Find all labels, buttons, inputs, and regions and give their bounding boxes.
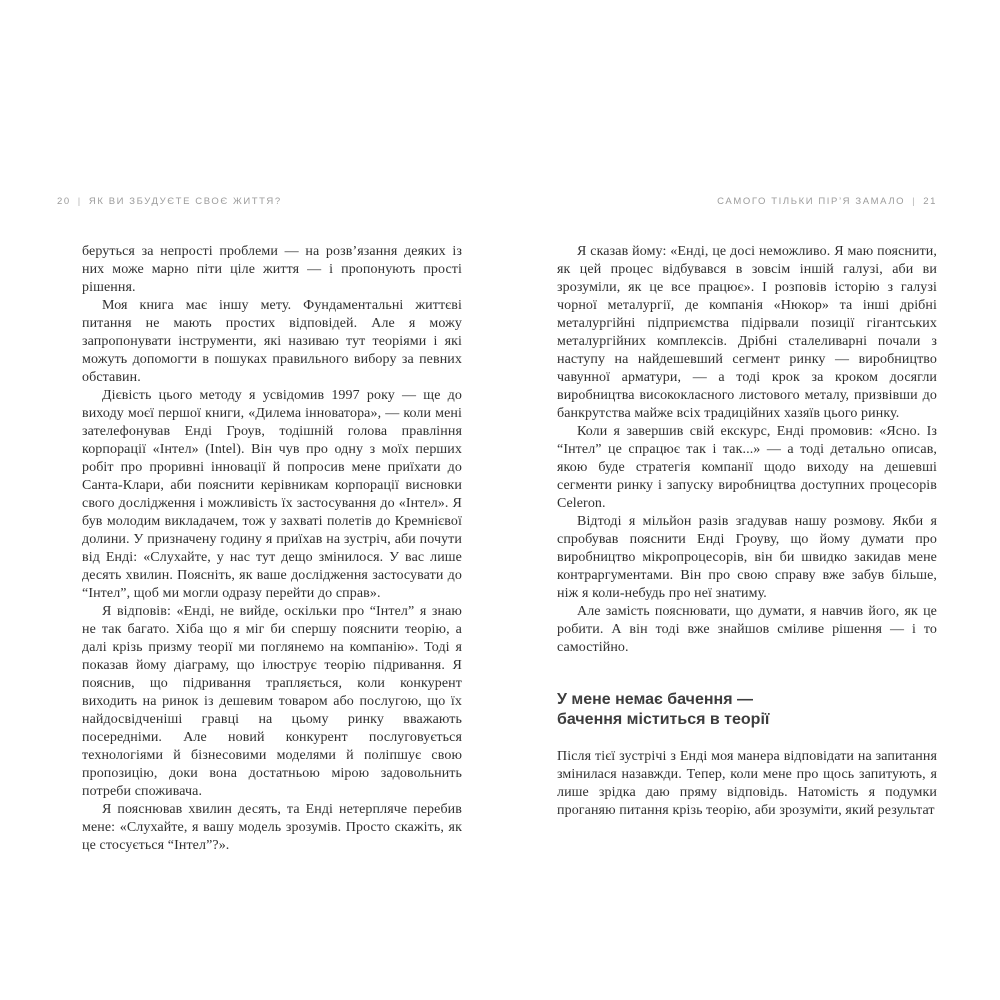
right-text-column xyxy=(557,243,937,820)
body-paragraph: Після тієї зустрічі з Енді моя манера відповідати на запитання змінилася назавжди. Тепер, коли мене про щось запитують, я лише зрідка даю пряму відповідь. Натомість я подумки проганяю питання крізь теорію, аби зрозуміти, який результат xyxy=(557,749,937,818)
right-header-title: САМОГО ТІЛЬКИ ПІР’Я ЗАМАЛО xyxy=(717,196,906,207)
body-paragraph: Відтоді я мільйон разів згадував нашу розмову. Якби я спробував пояснити Енді Гроуву, що йому думати про виробництво мікропроцесорів, він би швидко закидав мене контраргументами. Він про свою справу вже забув більше, ніж я коли-небудь про неї знатиму. xyxy=(557,514,937,601)
body-paragraph: беруться за непрості проблеми — на розв’язання деяких із них може марно піти ціле життя — і пропонують прості рішення. xyxy=(82,244,462,295)
body-paragraph: Дієвість цього методу я усвідомив 1997 року — ще до виходу моєї першої книги, «Дилема інноватора», — коли мені зателефонував Енді Гроув, тодішній голова правління корпорації «Інтел» (Intel). Він чув про одну з моїх перших робіт про проривні інновації й попросив мене приїхати до Санта-Клари, аби пояснити керівникам корпорації висновки свого дослідження і можливість їх застосування до «Інтел». Я був молодим викладачем, тож у захваті полетів до Кремнієвої долини. У призначену годину я приїхав на зустріч, аби почути від Енді: «Слухайте, у нас тут дещо змінилося. У вас лише десять хвилин. Поясніть, як ваше дослідження застосувати до “Інтел”, щоб ми могли одразу перейти до справ». xyxy=(82,388,462,601)
body-paragraph: Але замість пояснювати, що думати, я навчив його, як це робити. А він тоді вже знайшов сміливе рішення — і то самостійно. xyxy=(557,604,937,655)
header-separator: | xyxy=(77,196,82,207)
left-page-number: 20 xyxy=(57,196,71,207)
left-header-title: ЯК ВИ ЗБУДУЄТЕ СВОЄ ЖИТТЯ? xyxy=(88,196,282,207)
right-page-number: 21 xyxy=(923,196,937,207)
section-heading-line: бачення міститься в теорії xyxy=(557,710,770,728)
body-paragraph: Я сказав йому: «Енді, це досі неможливо. Я маю пояснити, як цей процес відбувався в зовсім іншій галузі, аби ви зрозуміли, як це все працює». І розповів історію з галузі чорної металургії, де компанія «Нюкор» та інші дрібні металургійні підприємства підірвали позиції гігантських металургійних комплексів. Дрібні сталеливарні почали з наступу на найдешевший сегмент ринку — виробництво чавунної арматури, — а тоді крок за кроком досягли виробництва висококласного листового металу, призвівши до банкрутства майже всіх традиційних хазяїв цього ринку. xyxy=(557,244,937,421)
section-heading xyxy=(557,690,937,729)
body-paragraph: Моя книга має іншу мету. Фундаментальні життєві питання не мають простих відповідей. Але я можу запропонувати інструменти, які називаю тут теоріями і які можуть допомогти в пошуках правильного вибору за певних обставин. xyxy=(82,298,462,385)
left-running-header xyxy=(57,196,282,207)
body-paragraph: Коли я завершив свій екскурс, Енді промовив: «Ясно. Із “Інтел” це спрацює так і так...» — а тоді детально описав, якою буде стратегія компанії щодо виходу на дешевші сегменти ринку і запуску виробництва доступних процесорів Celeron. xyxy=(557,424,937,511)
section-heading-line: У мене немає бачення — xyxy=(557,691,753,708)
left-text-column xyxy=(82,243,462,855)
right-running-header xyxy=(717,196,937,207)
body-paragraph: Я відповів: «Енді, не вийде, оскільки про “Інтел” я знаю не так багато. Хіба що я міг би спершу пояснити теорію, а далі крізь призму теорії ми поглянемо на компанію». Тоді я показав йому діаграму, що ілюструє теорію підривання. Я пояснив, що підривання трапляється, коли конкурент виходить на ринок із дешевим товаром або послугою, що їх найдосвідченіші гравці на цьому ринку вважають посередніми. Але новий конкурент послуговується технологіями й бізнесовими моделями й поліпшує свою пропозицію, доки вона достатньою мірою задовольнить потреби споживача. xyxy=(82,604,462,799)
header-separator: | xyxy=(912,196,917,207)
body-paragraph: Я пояснював хвилин десять, та Енді нетерпляче перебив мене: «Слухайте, я вашу модель зрозумів. Просто скажіть, як це стосується “Інтел”?». xyxy=(82,802,462,853)
